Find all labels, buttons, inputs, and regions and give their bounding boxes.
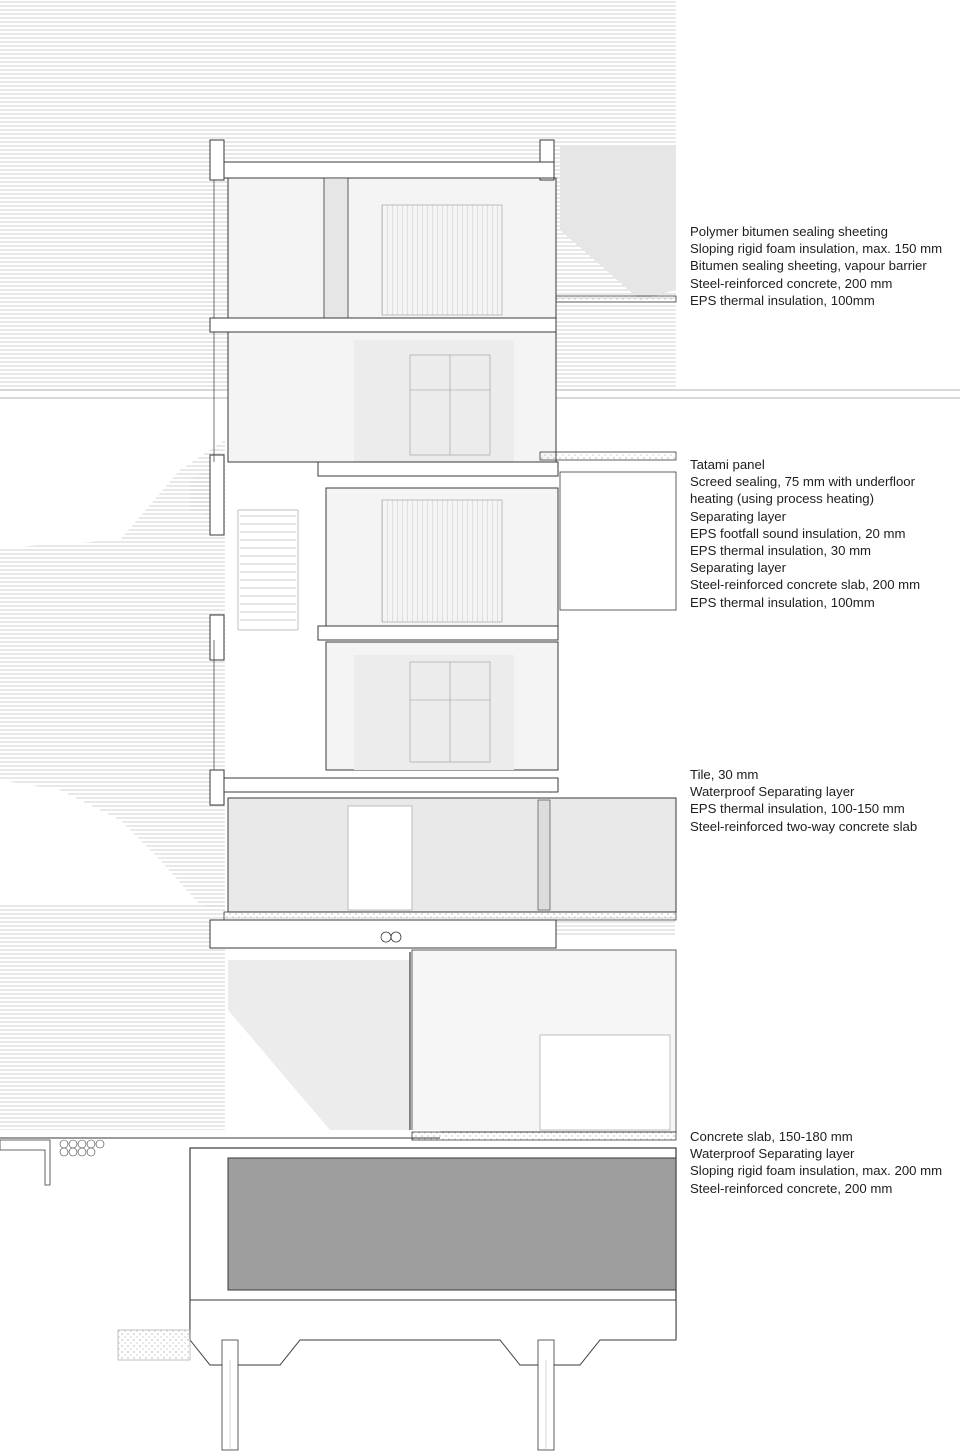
note-line: Sloping rigid foam insulation, max. 150 mm	[690, 241, 943, 257]
gravel-stone	[78, 1148, 86, 1156]
basement	[0, 1140, 676, 1450]
note-line: Waterproof Separating layer	[690, 784, 855, 800]
note-line: Sloping rigid foam insulation, max. 200 mm	[690, 1163, 943, 1179]
note-line: EPS thermal insulation, 100-150 mm	[690, 801, 905, 817]
roof-build-up-note	[690, 223, 942, 309]
note-line: EPS thermal insulation, 100mm	[690, 292, 875, 308]
note-line: Concrete slab, 150-180 mm	[690, 1129, 853, 1144]
note-line: heating (using process heating)	[690, 491, 875, 507]
note-line: Polymer bitumen sealing sheeting	[690, 224, 888, 239]
gravel-stone	[87, 1148, 95, 1156]
note-line: EPS thermal insulation, 100mm	[690, 594, 875, 610]
middle-floor-build-up-note	[690, 766, 917, 835]
gravel-stone	[78, 1140, 86, 1148]
note-line: Tile, 30 mm	[690, 767, 759, 782]
ground-floor-build-up-note	[690, 1128, 942, 1197]
note-line: EPS thermal insulation, 30 mm	[690, 543, 872, 559]
gravel-stone	[96, 1140, 104, 1148]
note-line: EPS footfall sound insulation, 20 mm	[690, 525, 906, 541]
note-line: Steel-reinforced concrete, 200 mm	[690, 1180, 893, 1196]
first-floor	[210, 642, 558, 805]
gravel-stone	[87, 1140, 95, 1148]
gravel-stone	[60, 1148, 68, 1156]
note-line: Screed sealing, 75 mm with underfloor	[690, 474, 916, 490]
gravel-stone	[60, 1140, 68, 1148]
note-line: Separating layer	[690, 508, 787, 524]
note-line: Waterproof Separating layer	[690, 1146, 855, 1162]
note-line: Steel-reinforced two-way concrete slab	[690, 818, 918, 834]
note-line: Tatami panel	[690, 457, 765, 472]
upper-floor-build-up-note	[690, 456, 920, 611]
gravel-stone	[69, 1148, 77, 1156]
note-line: Steel-reinforced concrete, 200 mm	[690, 275, 893, 291]
note-line: Separating layer	[690, 560, 787, 576]
gravel-stone	[69, 1140, 77, 1148]
note-line: Steel-reinforced concrete slab, 200 mm	[690, 577, 921, 593]
note-line: Bitumen sealing sheeting, vapour barrier	[690, 258, 927, 274]
